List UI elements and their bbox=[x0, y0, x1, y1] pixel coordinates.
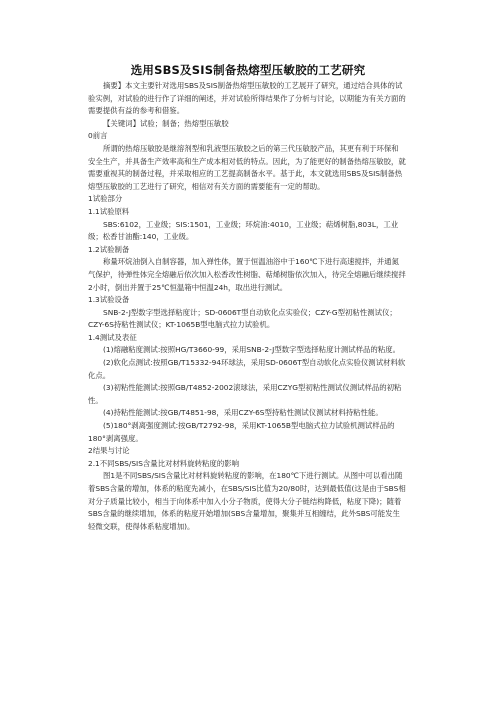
section-heading-1: 1试验部分 bbox=[88, 194, 123, 204]
subsection-heading-1-4: 1.4测试及表征 bbox=[88, 332, 137, 342]
test-item-3: (3)初粘性能测试:按照GB/T4852-2002滚球法，采用CZYG型初粘性测试仪测试样品的初粘性。 bbox=[88, 383, 402, 405]
equipment-paragraph: SNB-2-J型数字型选择粘度计；SD-0606T型自动软化点实验仪；CZY-G型初粘性测试仪；CZY-6S持粘性测试仪；KT-1065B型电脑式拉力试验机。 bbox=[88, 307, 397, 330]
subsection-heading-2-1: 2.1不同SBS/SIS含量比对材料旋转粘度的影响 bbox=[88, 458, 239, 468]
section-heading-0: 0前言 bbox=[88, 131, 108, 141]
subsection-heading-1-3: 1.3试验设备 bbox=[88, 295, 130, 305]
subsection-heading-1-2: 1.2试验制备 bbox=[88, 244, 130, 254]
section-heading-2: 2结果与讨论 bbox=[88, 446, 130, 456]
materials-paragraph: SBS:6102，工业级；SIS:1501，工业级；环烷油:4010，工业级；萜烯树脂,803L，工业级；松香甘油酯:140，工业级。 bbox=[88, 219, 399, 242]
test-item-2: (2)软化点测试:按照GB/T15332-94环球法，采用SD-0606T型自动软化点实验仪测试材料软化点。 bbox=[88, 358, 406, 380]
test-item-5: (5)180°剥离强度测试:按GB/T2792-98，采用KT-1065B型电脑式拉力试验机测试样品的180°剥离强度。 bbox=[88, 421, 395, 443]
section-0-paragraph: 所谓的热熔压敏胶是继溶剂型和乳液型压敏胶之后的第三代压敏胶产品，其更有利于环保和安全生产，并具备生产效率高和生产成本相对低的特点。因此，为了能更好的制备热熔压敏胶，就需要重视其的制备过程，并采取相应的工艺提高制备水平。基于此，本文就选用SBS及SIS制备热熔型压敏胶的工艺进行了研究，相信对有关方面的需要能有一定的帮助。 bbox=[88, 143, 406, 191]
keywords-line: 【关键词】试验；制备；热熔型压敏胶 bbox=[103, 118, 229, 128]
test-item-4: (4)持粘性能测试:按GB/T4851-98，采用CZY-6S型持粘性测试仪测试材料持粘性能。 bbox=[103, 408, 383, 418]
abstract-paragraph: 摘要】本文主要针对选用SBS及SIS制备热熔型压敏胶的工艺展开了研究，通过结合具体的试验实例，对试验的进行作了详细的阐述，并对试验所得结果作了分析与讨论，以期能为有关方面的需要提供有益的参考和借鉴。 bbox=[88, 81, 406, 116]
document-title: 选用SBS及SIS制备热熔型压敏胶的工艺研究 bbox=[130, 63, 366, 77]
document-body bbox=[88, 80, 406, 533]
subsection-heading-1-1: 1.1试验原料 bbox=[88, 206, 130, 216]
results-paragraph: 图1是不同SBS/SIS含量比对材料旋转粘度的影响，在180℃下进行测试。从图中可以看出随着SBS含量的增加，体系的粘度先减小，在SBS/SIS比值为20/80时，达到最低值(这是由于SBS相对分子质量比较小，相当于向体系中加入小分子物质，使得大分子链结构降低，粘度下降)；随着SBS含量的继续增加，体系的粘度开始增加(SBS含量增加，聚集并互相缠结，此外SBS可能发生轻微交联，使得体系粘度增加)。 bbox=[88, 471, 406, 531]
preparation-paragraph: 称量环烷油倒入自制容器，加入弹性体，置于恒温油浴中于160℃下进行高速搅拌，并通氮气保护，待弹性体完全熔融后依次加入松香改性树脂、萜烯树脂依次加入，待完全熔融后继续搅拌2小时，倒出并置于25℃恒温箱中恒温24h，取出进行测试。 bbox=[88, 257, 406, 292]
test-item-1: (1)熔融粘度测试:按照HG/T3660-99，采用SNB-2-J型数字型选择粘度计测试样品的粘度。 bbox=[103, 345, 400, 355]
